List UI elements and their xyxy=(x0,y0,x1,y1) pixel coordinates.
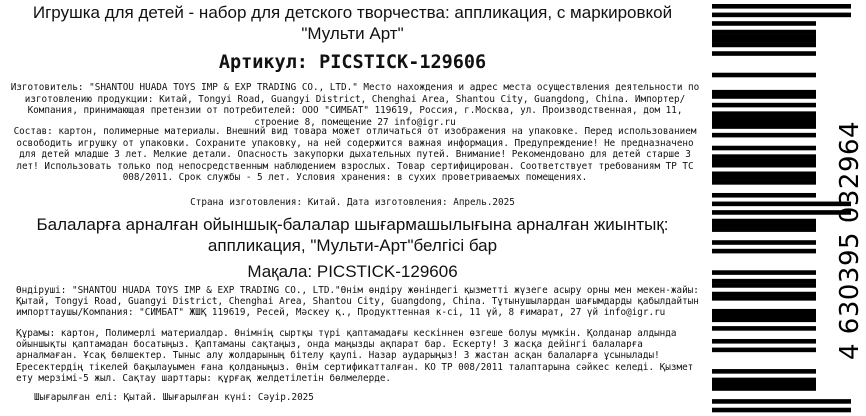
barcode-bar xyxy=(712,90,816,95)
barcode-bar xyxy=(712,339,816,344)
barcode-bar xyxy=(712,73,816,78)
barcode-bar xyxy=(712,240,816,245)
kz-country-date: Шығарылған елі: Қытай. Шығарылған күні: Сәуір.2025 xyxy=(34,392,314,403)
barcode-bar xyxy=(712,124,816,129)
barcode-bar xyxy=(712,111,816,116)
barcode-bar xyxy=(712,279,816,284)
barcode-bar xyxy=(712,193,816,198)
barcode-bar xyxy=(712,51,816,56)
barcode-bars xyxy=(712,0,851,416)
barcode-bar xyxy=(712,202,851,207)
barcode-bar xyxy=(712,369,816,374)
barcode-bar xyxy=(712,21,816,26)
barcode-bar xyxy=(712,318,816,323)
barcode-bar xyxy=(712,116,816,121)
barcode-number: 4 630395 032964 xyxy=(835,120,865,360)
kz-manufacturer-info: Өндіруші: "SHANTOU HUADA TOYS IMP & EXP TRADING CO., LTD."Өнім өндіру жөніндегі қызметті жүзеге асыру орны мен мекен-жайы: Қытай, Tongyi Road, Guangyi District, Chenghai Area, Shantou City, Guangdong, China. Тұтынушылардан шағымдарды қабылдайтын импорттаушы/Компания: "СИМБАТ" ЖШҚ 119619, Ресей, Мәскеу қ., Продукттенная к-сі, 11 үй, 8 ғимарат, 27 үй info@igr.ru xyxy=(16,285,699,319)
ru-product-title: Игрушка для детей - набор для детского творчества: аппликация, с маркировкой "Мульти Арт" xyxy=(32,3,673,43)
ean-barcode xyxy=(712,0,851,416)
barcode-bar xyxy=(712,292,816,297)
barcode-bar xyxy=(712,348,816,353)
barcode-bar xyxy=(712,38,816,43)
kz-product-title: Балаларға арналған ойыншық-балалар шығармашылығына арналған жиынтық: аппликация, "Мульти-Арт"белгісі бар xyxy=(36,215,669,255)
barcode-bar xyxy=(712,313,816,318)
barcode-bar xyxy=(712,227,816,232)
barcode-bar xyxy=(712,386,816,391)
barcode-bar xyxy=(712,399,851,404)
barcode-bar xyxy=(712,163,816,168)
barcode-bar xyxy=(712,223,816,228)
barcode-bar xyxy=(712,326,816,331)
barcode-bar xyxy=(712,4,851,9)
barcode-bar xyxy=(712,219,816,224)
barcode-bar xyxy=(712,94,816,99)
kz-article-number: Мақала: PICSTICK-129606 xyxy=(247,262,458,281)
barcode-bar xyxy=(712,180,816,185)
barcode-bar xyxy=(712,378,816,383)
ru-article-number: Артикул: PICSTICK-129606 xyxy=(218,52,487,73)
barcode-bar xyxy=(712,43,816,48)
ru-composition-warnings: Состав: картон, полимерные материалы. Внешний вид товара может отличаться от изображения на упаковке. Перед использованием освободить игрушку от упаковки. Сохраните упаковку, на ней содержится важная информация. Предупреждение! Не предназначено для детей младше 3 лет. Мелкие детали. Опасность закупорки дыхательных путей. Внимание! Рекомендовано для детей старше 3 лет! Использовать только под непосредственным наблюдением взрослых. Товар сертифицирован. Соответствует требованиям ТР ТС 008/2011. Срок службы - 5 лет. Условия хранения: в сухих проветриваемых помещениях. xyxy=(13,126,697,184)
barcode-bar xyxy=(712,133,816,138)
barcode-bar xyxy=(712,103,816,108)
barcode-bar xyxy=(712,270,816,275)
barcode-bar xyxy=(712,309,816,314)
ru-manufacturer-info: Изготовитель: "SHANTOU HUADA TOYS IMP & EXP TRADING CO., LTD." Место нахождения и адрес места осуществления деятельности по изготовлению продукции: Китай, Tongyi Road, Guangyi District, Chenghai Area, Shantou City, Guangdong, China. Импортер/Компания, принимающая претензии от потребителей: ООО "СИМБАТ" 119619, Россия, г.Москва, ул. Производственная, дом 11, строение 8, помещение 27 info@igr.ru xyxy=(10,82,700,128)
kz-composition-warnings: Құрамы: картон, Полимерлі материалдар. Өнімнің сыртқы түрі қаптамадағы кескіннен өзгеше болуы мүмкін. Қолданар алдында ойыншықты қаптамадан босатыңыз. Қаптаманы сақтаңыз, онда маңызды ақпарат бар. Ескерту! 3 жасқа дейінгі балаларға арналмаған. Ұсақ бөлшектер. Тыныс алу жолдарының бітелу қаупі. Назар аударыңыз! 3 жастан асқан балаларға ұсынылады! Ересектердің тікелей бақылауымен ғана қолданыңыз. Өнім сертификатталған. КО ТР 008/2011 талаптарына сәйкес келеді. Қызмет ету мерзімі-5 жыл. Сақтау шарттары: құрғақ желдетілетін бөлмелерде. xyxy=(16,328,694,384)
barcode-bar xyxy=(712,30,816,35)
barcode-bar xyxy=(712,249,816,254)
barcode-bar xyxy=(712,13,851,18)
barcode-bar xyxy=(712,176,816,181)
barcode-bar xyxy=(712,171,816,176)
barcode-bar xyxy=(712,296,816,301)
barcode-bar xyxy=(712,210,851,215)
barcode-bar xyxy=(712,120,816,125)
barcode-bar xyxy=(712,408,851,413)
barcode-bar xyxy=(712,159,816,164)
ru-country-date: Страна изготовления: Китай. Дата изготовления: Апрель.2025 xyxy=(190,197,515,208)
barcode-bar xyxy=(712,34,816,39)
barcode-bar xyxy=(712,283,816,288)
barcode-bar xyxy=(712,382,816,387)
barcode-bar xyxy=(712,154,816,159)
barcode-bar xyxy=(712,146,816,151)
